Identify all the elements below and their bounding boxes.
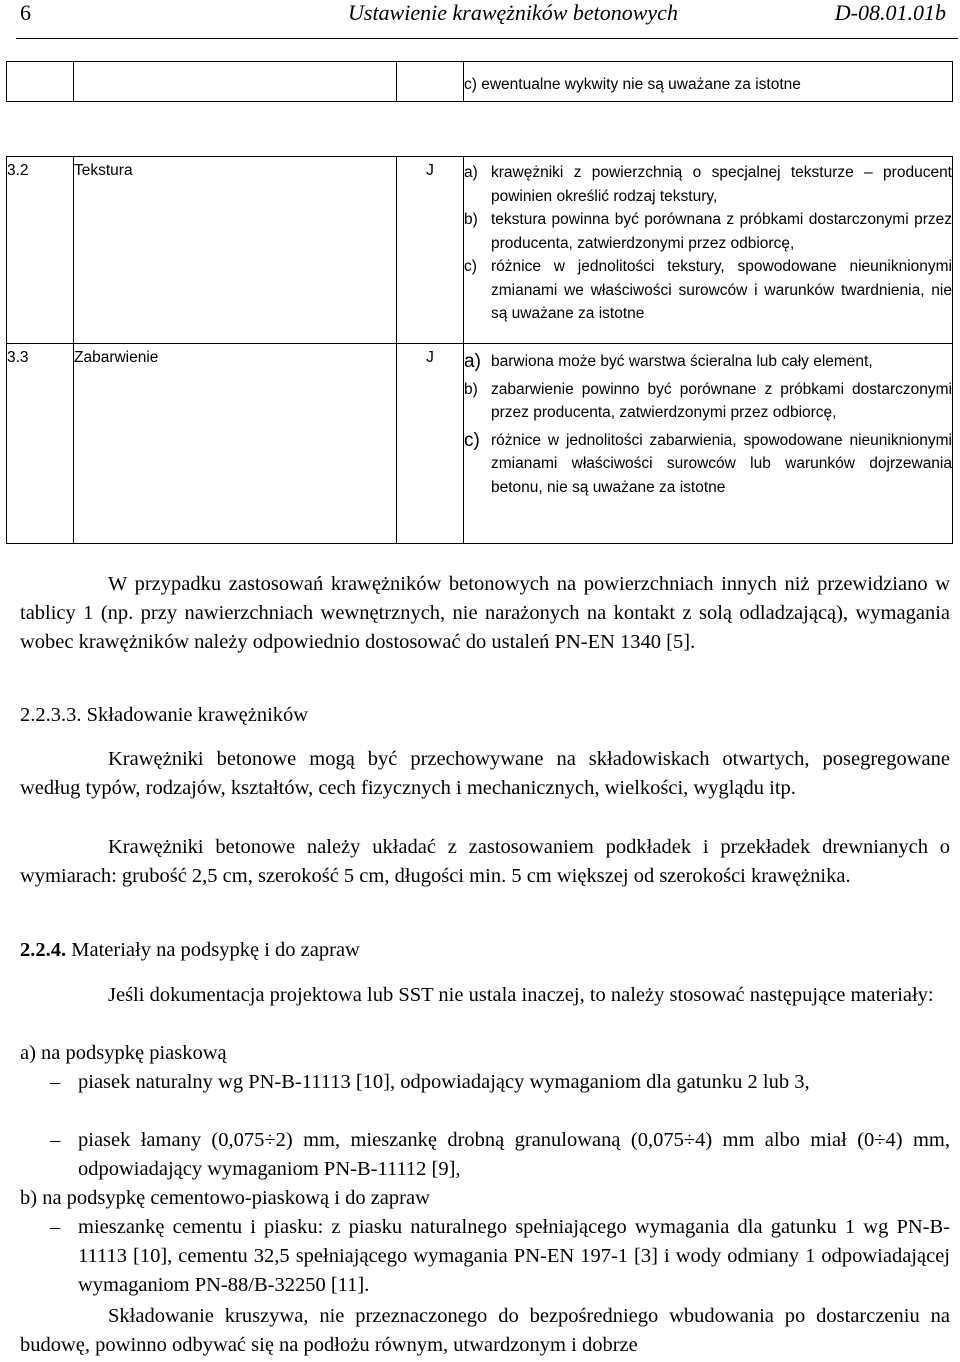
- paragraph: Krawężniki betonowe należy układać z zastosowaniem podkładek i przekładek drewnianych o wymiarach: grubość 2,5 cm, szerokość 5 cm, długości min. 5 cm większej od szerokości krawężnika.: [20, 836, 950, 887]
- dash-bullet: –: [50, 1071, 61, 1093]
- item-text: tekstura powinna być porównana z próbkami dostarczonymi przez producenta, zatwierdzonymi przez odbiorcę,: [491, 211, 952, 252]
- page-header: [0, 0, 960, 40]
- item-text: krawężniki z powierzchnią o specjalnej teksturze – producent powinien określić rodzaj tekstury,: [491, 164, 952, 205]
- item-letter: c): [464, 258, 477, 275]
- item-text: różnice w jednolitości zabarwienia, spowodowane nieuniknionymi zmianami właściwości surowców lub warunków dojrzewania betonu, nie są uważane za istotne: [491, 431, 952, 496]
- section-heading: 2.2.3.3. Składowanie krawężników: [20, 704, 309, 726]
- dash-bullet: –: [50, 1129, 61, 1151]
- spec-table-top: [6, 61, 953, 102]
- list-item: [464, 350, 952, 374]
- item-letter: a): [464, 351, 481, 372]
- heading-number: 2.2.4.: [20, 939, 67, 961]
- list-item: [464, 255, 952, 326]
- list-item: [20, 1068, 950, 1097]
- row-number: 3.3: [7, 344, 74, 544]
- spec-table: [6, 156, 953, 544]
- list-item: [464, 378, 952, 425]
- row-requirements: [464, 344, 953, 544]
- row-mark: J: [397, 344, 464, 544]
- paragraph: Krawężniki betonowe mogą być przechowywane na składowiskach otwartych, posegregowane według typów, rodzajów, kształtów, cech fizycznych i mechanicznych, wielkości, wyglądu itp.: [20, 748, 950, 799]
- table-row: [7, 344, 953, 544]
- section-heading: [20, 936, 360, 965]
- paragraph: Jeśli dokumentacja projektowa lub SST nie ustala inaczej, to należy stosować następujące materiały:: [108, 984, 934, 1006]
- item-letter: c): [464, 429, 480, 451]
- list-item: [464, 161, 952, 208]
- row-label: Tekstura: [74, 157, 397, 344]
- item-text: piasek łamany (0,075÷2) mm, mieszankę drobną granulowaną (0,075÷4) mm albo miał (0÷4) mm, odpowiadający wymaganiom PN-B-11112 [9],: [78, 1129, 950, 1180]
- item-text: zabarwienie powinno być porównane z próbkami dostarczonymi przez producenta, zatwierdzonymi przez odbiorcę,: [491, 380, 952, 421]
- item-text: barwiona może być warstwa ścieralna lub cały element,: [491, 353, 873, 370]
- table-cell: [397, 62, 464, 102]
- list-title: b) na podsypkę cementowo-piaskową i do zapraw: [20, 1187, 430, 1209]
- table-cell: [464, 62, 953, 102]
- paragraph: W przypadku zastosowań krawężników betonowych na powierzchniach innych niż przewidziano w tablicy 1 (np. przy nawierzchniach wewnętrznych, nie narażonych na kontakt z solą odladzającą), wymagania wobec krawężników należy odpowiednio dostosować do ustaleń PN-EN 1340 [5].: [20, 573, 950, 653]
- document-title: Ustawienie krawężników betonowych: [348, 0, 678, 25]
- page-number: 6: [20, 0, 31, 25]
- heading-text: Materiały na podsypkę i do zapraw: [71, 939, 360, 961]
- list-item: [20, 1213, 950, 1300]
- row-number: 3.2: [7, 157, 74, 344]
- list-title: a) na podsypkę piaskową: [20, 1042, 227, 1064]
- list-item: [464, 429, 952, 500]
- header-rule: [16, 38, 958, 39]
- item-text: różnice w jednolitości tekstury, spowodowane nieuniknionymi zmianami we właściwości surowców i warunków twardnienia, nie są uważane za istotne: [491, 258, 952, 322]
- item-letter: b): [464, 380, 478, 398]
- list-item: [20, 1126, 950, 1184]
- row-mark: J: [397, 157, 464, 344]
- row-label: Zabarwienie: [74, 344, 397, 544]
- paragraph: Składowanie kruszywa, nie przeznaczonego do bezpośredniego wbudowania po dostarczeniu na budowę, powinno odbywać się na podłożu równym, utwardzonym i dobrze: [20, 1305, 950, 1356]
- dash-bullet: –: [50, 1216, 61, 1238]
- item-text: mieszankę cementu i piasku: z piasku naturalnego spełniającego wymagania dla gatunku 1 wg PN-B-11113 [10], cementu 32,5 spełniającego wymagania PN-EN 197-1 [3] i wody odmiany 1 odpowiadającej wymaganiom PN-88/B-32250 [11].: [78, 1216, 950, 1296]
- table-cell: [7, 62, 74, 102]
- document-code: D-08.01.01b: [834, 0, 946, 25]
- item-text: piasek naturalny wg PN-B-11113 [10], odpowiadający wymaganiom dla gatunku 2 lub 3,: [78, 1071, 810, 1093]
- table-top-text: c) ewentualne wykwity nie są uważane za istotne: [464, 76, 801, 93]
- table-row: [7, 157, 953, 344]
- item-letter: a): [464, 164, 478, 181]
- item-letter: b): [464, 211, 478, 228]
- list-item: [464, 208, 952, 255]
- row-requirements: [464, 157, 953, 344]
- table-cell: [74, 62, 397, 102]
